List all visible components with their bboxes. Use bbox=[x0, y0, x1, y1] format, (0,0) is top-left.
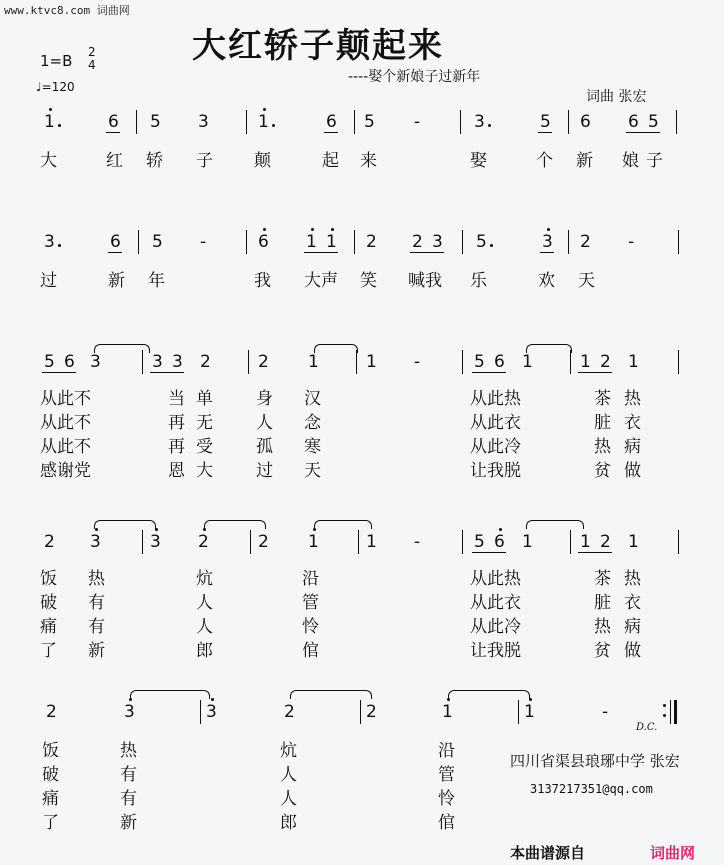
note: 6 bbox=[580, 112, 591, 132]
note: - bbox=[414, 352, 421, 372]
note: 1 bbox=[308, 352, 319, 372]
lyric: 乐 bbox=[470, 271, 487, 291]
lyric: 从此不 bbox=[40, 437, 91, 457]
note: 2 bbox=[258, 352, 269, 372]
lyric: 天 bbox=[578, 271, 595, 291]
lyric: 管 bbox=[302, 593, 319, 613]
lyric: 寒 bbox=[304, 437, 321, 457]
lyric: 天 bbox=[304, 461, 321, 481]
lyric: 受 bbox=[196, 437, 213, 457]
note: - bbox=[414, 532, 421, 552]
note: 3 bbox=[432, 232, 443, 252]
lyric: 过 bbox=[256, 461, 273, 481]
site-logo[interactable]: 词曲网 bbox=[650, 844, 696, 862]
note: 6 bbox=[494, 532, 505, 552]
note: 6 bbox=[628, 112, 639, 132]
lyric: 倌 bbox=[438, 813, 455, 833]
note: 1 bbox=[522, 532, 533, 552]
note: 1 bbox=[366, 352, 377, 372]
note: 3 bbox=[172, 352, 183, 372]
lyric: 沿 bbox=[438, 741, 455, 761]
lyric: 子 bbox=[646, 151, 663, 171]
lyric: 感谢党 bbox=[40, 461, 91, 481]
note: 2 bbox=[366, 232, 377, 252]
lyric: 了 bbox=[40, 641, 57, 661]
lyric: 痛 bbox=[40, 617, 57, 637]
note: 5 bbox=[44, 352, 55, 372]
note: 1 bbox=[306, 232, 317, 252]
time-signature: 2 4 bbox=[88, 45, 96, 72]
note: 1 bbox=[308, 532, 319, 552]
note: 1 bbox=[628, 532, 639, 552]
lyric: 大 bbox=[196, 461, 213, 481]
lyric: 人 bbox=[196, 593, 213, 613]
note: - bbox=[628, 232, 635, 252]
note: 5 bbox=[540, 112, 551, 132]
lyric: 有 bbox=[120, 789, 137, 809]
dc-marking: D.C. bbox=[636, 722, 658, 733]
lyric: 喊我 bbox=[408, 271, 442, 291]
lyric: 颠 bbox=[254, 151, 271, 171]
lyric: 再 bbox=[168, 413, 185, 433]
note: - bbox=[414, 112, 421, 132]
lyric: 让我脱 bbox=[470, 461, 521, 481]
note: 2 bbox=[600, 532, 611, 552]
lyric: 病 bbox=[624, 617, 641, 637]
lyric: 大 bbox=[40, 151, 57, 171]
song-subtitle: ----娶个新娘子过新年 bbox=[348, 69, 481, 85]
note: 1 bbox=[580, 352, 591, 372]
note: 2 bbox=[284, 702, 295, 722]
note: 6 bbox=[110, 232, 121, 252]
lyric: 从此衣 bbox=[470, 593, 521, 613]
note: 3 bbox=[152, 352, 163, 372]
lyric: 热 bbox=[594, 617, 611, 637]
lyric: 当 bbox=[168, 389, 185, 409]
lyric: 郎 bbox=[196, 641, 213, 661]
note: 2 bbox=[46, 702, 57, 722]
lyric: 热 bbox=[88, 569, 105, 589]
lyric: 让我脱 bbox=[470, 641, 521, 661]
lyric: 单 bbox=[196, 389, 213, 409]
lyric: 从此冷 bbox=[470, 617, 521, 637]
note: 6 bbox=[494, 352, 505, 372]
lyric: 欢 bbox=[538, 271, 555, 291]
note: 2 bbox=[44, 532, 55, 552]
lyric: 有 bbox=[88, 593, 105, 613]
note: 5 bbox=[474, 532, 485, 552]
lyric: 从此不 bbox=[40, 389, 91, 409]
lyric: 恩 bbox=[168, 461, 185, 481]
lyric: 从此热 bbox=[470, 569, 521, 589]
lyric: 衣 bbox=[624, 413, 641, 433]
tempo-marking: ♩=120 bbox=[36, 80, 75, 94]
note: 1 bbox=[628, 352, 639, 372]
lyric: 热 bbox=[624, 569, 641, 589]
lyric: 做 bbox=[624, 461, 641, 481]
lyric: 红 bbox=[106, 151, 123, 171]
note: 3 bbox=[474, 112, 485, 132]
lyric: 汉 bbox=[304, 389, 321, 409]
lyric: 脏 bbox=[594, 413, 611, 433]
note: 2 bbox=[412, 232, 423, 252]
lyric: 新 bbox=[576, 151, 593, 171]
note: 2 bbox=[258, 532, 269, 552]
lyric: 无 bbox=[196, 413, 213, 433]
lyric: 人 bbox=[196, 617, 213, 637]
lyric: 人 bbox=[280, 789, 297, 809]
note: - bbox=[602, 702, 609, 722]
lyric: 过 bbox=[40, 271, 57, 291]
lyric: 年 bbox=[148, 271, 165, 291]
note: 2 bbox=[200, 352, 211, 372]
note: 5 bbox=[364, 112, 375, 132]
lyric: 炕 bbox=[196, 569, 213, 589]
note: 3 bbox=[542, 232, 553, 252]
lyric: 破 bbox=[42, 765, 59, 785]
song-title: 大红轿子颠起来 bbox=[192, 26, 444, 66]
lyric: 再 bbox=[168, 437, 185, 457]
lyric: 娘 bbox=[622, 151, 639, 171]
lyric: 有 bbox=[120, 765, 137, 785]
note: 5 bbox=[648, 112, 659, 132]
lyric: 子 bbox=[196, 151, 213, 171]
composer-credit: 词曲 张宏 bbox=[586, 89, 647, 105]
note: 1 bbox=[524, 702, 535, 722]
lyric: 热 bbox=[594, 437, 611, 457]
author-email: 3137217351@qq.com bbox=[530, 782, 653, 796]
note: 5 bbox=[474, 352, 485, 372]
note: - bbox=[200, 232, 207, 252]
site-url: www.ktvc8.com 词曲网 bbox=[4, 4, 130, 17]
note: 2 bbox=[366, 702, 377, 722]
lyric: 个 bbox=[536, 151, 553, 171]
note: 1 bbox=[366, 532, 377, 552]
note: 1 bbox=[580, 532, 591, 552]
lyric: 病 bbox=[624, 437, 641, 457]
author-school: 四川省渠县琅琊中学 张宏 bbox=[510, 752, 680, 770]
note: 2 bbox=[600, 352, 611, 372]
lyric: 脏 bbox=[594, 593, 611, 613]
lyric: 娶 bbox=[470, 151, 487, 171]
lyric: 轿 bbox=[146, 151, 163, 171]
note: 5 bbox=[152, 232, 163, 252]
lyric: 贫 bbox=[594, 641, 611, 661]
lyric: 了 bbox=[42, 813, 59, 833]
note: 1 bbox=[522, 352, 533, 372]
note: 3 bbox=[44, 232, 55, 252]
note: 6 bbox=[258, 232, 269, 252]
lyric: 茶 bbox=[594, 389, 611, 409]
lyric: 破 bbox=[40, 593, 57, 613]
note: 1 bbox=[442, 702, 453, 722]
lyric: 怜 bbox=[438, 789, 455, 809]
lyric: 从此衣 bbox=[470, 413, 521, 433]
lyric: 大声 bbox=[304, 271, 338, 291]
lyric: 有 bbox=[88, 617, 105, 637]
note: 5 bbox=[150, 112, 161, 132]
note: 1 bbox=[44, 112, 55, 132]
lyric: 从此不 bbox=[40, 413, 91, 433]
lyric: 管 bbox=[438, 765, 455, 785]
lyric: 身 bbox=[256, 389, 273, 409]
lyric: 热 bbox=[120, 741, 137, 761]
note: 3 bbox=[150, 532, 161, 552]
lyric: 茶 bbox=[594, 569, 611, 589]
lyric: 我 bbox=[254, 271, 271, 291]
lyric: 从此冷 bbox=[470, 437, 521, 457]
note: 6 bbox=[326, 112, 337, 132]
lyric: 人 bbox=[280, 765, 297, 785]
lyric: 念 bbox=[304, 413, 321, 433]
note: 2 bbox=[580, 232, 591, 252]
lyric: 贫 bbox=[594, 461, 611, 481]
lyric: 怜 bbox=[302, 617, 319, 637]
lyric: 来 bbox=[360, 151, 377, 171]
source-label: 本曲谱源自 bbox=[510, 844, 586, 862]
note: 3 bbox=[90, 532, 101, 552]
lyric: 炕 bbox=[280, 741, 297, 761]
note: 3 bbox=[206, 702, 217, 722]
lyric: 倌 bbox=[302, 641, 319, 661]
lyric: 饭 bbox=[40, 569, 57, 589]
lyric: 衣 bbox=[624, 593, 641, 613]
lyric: 孤 bbox=[256, 437, 273, 457]
lyric: 笑 bbox=[360, 271, 377, 291]
note: 3 bbox=[124, 702, 135, 722]
note: 5 bbox=[476, 232, 487, 252]
note: 1 bbox=[326, 232, 337, 252]
lyric: 新 bbox=[108, 271, 125, 291]
lyric: 从此热 bbox=[470, 389, 521, 409]
note: 1 bbox=[258, 112, 269, 132]
lyric: 热 bbox=[624, 389, 641, 409]
lyric: 饭 bbox=[42, 741, 59, 761]
key-signature: 1=B bbox=[40, 52, 73, 70]
note: 6 bbox=[108, 112, 119, 132]
lyric: 痛 bbox=[42, 789, 59, 809]
note: 3 bbox=[90, 352, 101, 372]
note: 2 bbox=[198, 532, 209, 552]
lyric: 人 bbox=[256, 413, 273, 433]
lyric: 做 bbox=[624, 641, 641, 661]
lyric: 新 bbox=[120, 813, 137, 833]
lyric: 郎 bbox=[280, 813, 297, 833]
lyric: 起 bbox=[322, 151, 339, 171]
lyric: 新 bbox=[88, 641, 105, 661]
note: 6 bbox=[64, 352, 75, 372]
note: 3 bbox=[198, 112, 209, 132]
lyric: 沿 bbox=[302, 569, 319, 589]
